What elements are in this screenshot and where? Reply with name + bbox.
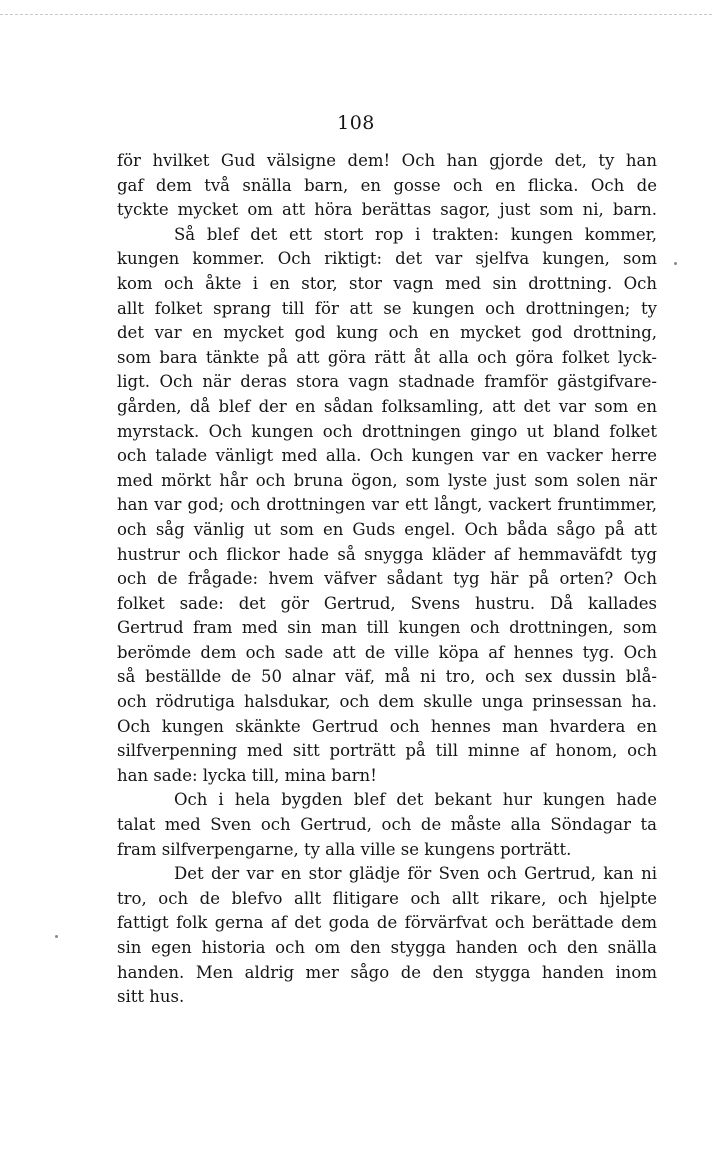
text-line: Gertrud fram med sin man till kungen och drottningen, som [117,618,657,638]
text-line: som bara tänkte på att göra rätt åt alla och göra folket lyck- [117,347,657,367]
text-line: Så blef det ett stort rop i trakten: kungen kommer, [174,224,657,244]
text-line: silfverpenning med sitt porträtt på till minne af honom, och [117,741,657,761]
text-line: allt folket sprang till för att se kungen och drottningen; ty [117,298,657,318]
text-line: sitt hus. [117,987,185,1007]
text-line: tyckte mycket om att höra berättas sagor, just som ni, barn. [117,200,657,220]
text-line: talat med Sven och Gertrud, och de måste alla Söndagar ta [117,815,657,835]
text-line: Och kungen skänkte Gertrud och hennes man hvardera en [117,716,657,736]
text-line: ligt. Och när deras stora vagn stadnade framför gästgifvare- [117,372,657,392]
body-text [117,149,657,1010]
text-line: gaf dem två snälla barn, en gosse och en flicka. Och de [117,175,657,195]
text-line: och rödrutiga halsdukar, och dem skulle unga prinsessan ha. [117,692,657,712]
text-line: han sade: lycka till, mina barn! [117,765,377,785]
page-number: 108 [337,112,375,134]
text-line: det var en mycket god kung och en mycket god drottning, [117,323,657,343]
text-line: Och i hela bygden blef det bekant hur kungen hade [174,790,657,810]
text-line: berömde dem och sade att de ville köpa af hennes tyg. Och [117,642,657,662]
text-line: och talade vänligt med alla. Och kungen var en vacker herre [117,446,657,466]
text-line: med mörkt hår och bruna ögon, som lyste just som solen när [117,470,657,490]
text-line: handen. Men aldrig mer sågo de den stygga handen inom [117,962,657,982]
text-line: myrstack. Och kungen och drottningen gingo ut bland folket [117,421,657,441]
text-line: gården, då blef der en sådan folksamling, att det var som en [117,396,657,416]
text-line: Det der var en stor glädje för Sven och Gertrud, kan ni [174,864,657,884]
text-line: fattigt folk gerna af det goda de förvärfvat och berättade dem [117,913,657,933]
paper-speck [674,262,677,265]
text-line: för hvilket Gud välsigne dem! Och han gjorde det, ty han [117,151,657,170]
text-line: hustrur och flickor hade så snygga kläder af hemmaväfdt tyg [117,544,657,564]
text-line: och de frågade: hvem väfver sådant tyg här på orten? Och [117,569,657,589]
text-line: fram silfverpengarne, ty alla ville se kungens porträtt. [117,839,572,859]
text-line: kom och åkte i en stor, stor vagn med sin drottning. Och [117,273,657,293]
text-line: han var god; och drottningen var ett långt, vackert fruntimmer, [117,495,657,515]
text-line: och såg vänlig ut som en Guds engel. Och båda sågo på att [117,519,657,539]
paper-speck [55,935,58,938]
text-line: kungen kommer. Och riktigt: det var sjelfva kungen, som [117,249,657,269]
text-line: folket sade: det gör Gertrud, Svens hustru. Då kallades [117,593,657,613]
text-line: så beställde de 50 alnar väf, må ni tro, och sex dussin blå- [117,667,657,687]
text-line: sin egen historia och om den stygga handen och den snälla [117,938,657,957]
text-line: tro, och de blefvo allt flitigare och allt rikare, och hjelpte [117,888,657,908]
top-edge-rule [0,14,712,15]
